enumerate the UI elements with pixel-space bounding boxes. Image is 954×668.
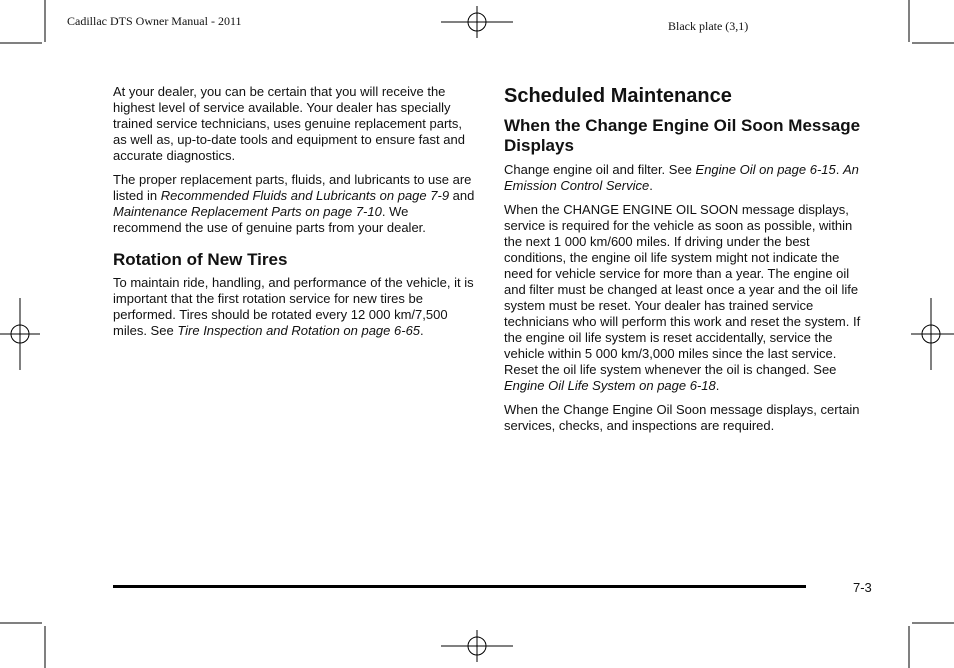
section-title: Scheduled Maintenance [504, 85, 732, 107]
oil-life-system-reference: Engine Oil Life System on page 6-18 [504, 378, 716, 393]
right-column [504, 84, 866, 442]
oil-soon-heading: When the Change Engine Oil Soon Message Displays [504, 116, 861, 155]
left-column [113, 84, 475, 347]
emission-service-reference: An Emission Control Service [504, 162, 859, 193]
registration-mark-top [441, 6, 513, 38]
tire-inspection-reference: Tire Inspection and Rotation on page 6-65 [177, 323, 421, 338]
registration-mark-left [0, 298, 40, 370]
oil-soon-message-paragraph: When the CHANGE ENGINE OIL SOON message displays, service is required for the vehicle as soon as possible, within the next 1 000 km/600 miles. If driving under the best conditions, the engine oil life system might not indicate the need for vehicle service for more than a year. The engine oil and filter must be changed at least once a year and the oil life system must be reset. Your dealer has trained service technicians who will perform this work and reset the system. If the engine oil life system is reset accidentally, service the vehicle within 5 000 km/3,000 miles since the last service. Reset the oil life system whenever the oil is changed. See Engine Oil Life System on page 6-18. [504, 202, 861, 393]
engine-oil-reference: Engine Oil on page 6-15 [695, 162, 836, 177]
maintenance-parts-reference: Maintenance Replacement Parts on page 7-10 [113, 204, 382, 219]
header-document-title: Cadillac DTS Owner Manual - 2011 [67, 14, 242, 28]
services-required-paragraph: When the Change Engine Oil Soon message displays, certain services, checks, and inspections are required. [504, 402, 860, 433]
registration-mark-right [911, 298, 954, 370]
footer-rule [113, 585, 806, 588]
tire-rotation-paragraph: To maintain ride, handling, and performance of the vehicle, it is important that the first rotation service for new tires be performed. Tires should be rotated every 12 000 km/7,500 miles. See Tire Inspection and Rotation on page 6-65. [113, 275, 474, 338]
registration-mark-bottom [441, 630, 513, 662]
dealer-service-paragraph: At your dealer, you can be certain that you will receive the highest level of service available. Your dealer has specially trained service technicians, uses genuine replacement parts, as well as, up-to-date tools and equipment to ensure fast and accurate diagnostics. [113, 84, 465, 163]
fluids-lubricants-reference: Recommended Fluids and Lubricants on page 7-9 [160, 188, 450, 203]
header-plate-label: Black plate (3,1) [668, 19, 749, 33]
rotation-heading: Rotation of New Tires [113, 250, 288, 269]
page-number: 7-3 [853, 580, 872, 595]
replacement-parts-paragraph: The proper replacement parts, fluids, and lubricants to use are listed in Recommended Fluids and Lubricants on page 7-9 and Maintenance Replacement Parts on page 7-10. We recommend the use of genuine parts from your dealer. [113, 172, 475, 235]
change-oil-paragraph: Change engine oil and filter. See Engine Oil on page 6-15. An Emission Control Service. [504, 162, 859, 193]
